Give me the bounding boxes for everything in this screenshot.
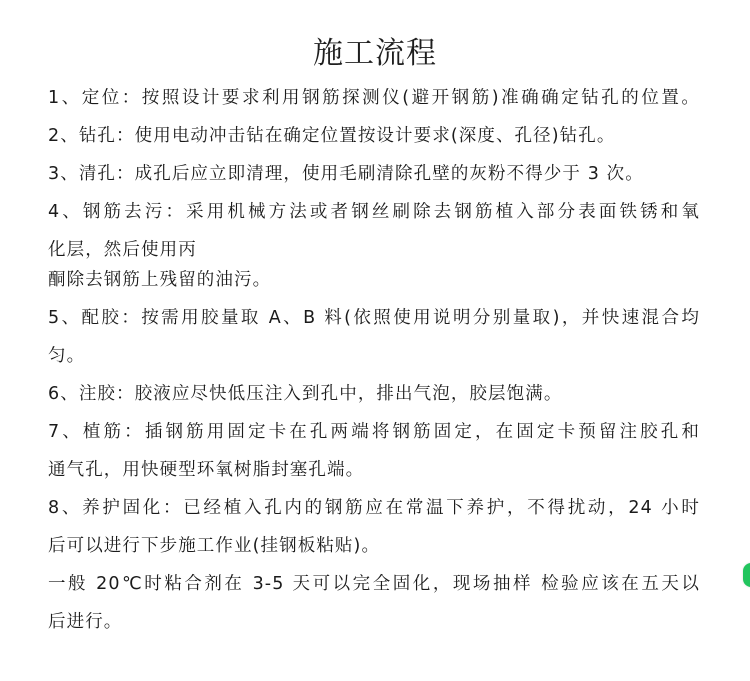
step-8-line-2: 后可以进行下步施工作业(挂钢板粘贴)。 <box>48 536 381 556</box>
step-4-line-2: 化层，然后使用丙 <box>48 240 197 260</box>
step-7-line-1: 7、植筋：插钢筋用固定卡在孔两端将钢筋固定，在固定卡预留注胶孔和 <box>48 422 700 442</box>
step-3-line: 3、清孔：成孔后应立即清理，使用毛刷清除孔壁的灰粉不得少于 3 次。 <box>48 164 644 184</box>
step-4-line-3: 酮除去钢筋上残留的油污。 <box>48 270 272 290</box>
step-4-line-1: 4、钢筋去污：采用机械方法或者钢丝刷除去钢筋植入部分表面铁锈和氧 <box>48 202 700 222</box>
page-title: 施工流程 <box>313 36 437 71</box>
step-2-line: 2、钻孔：使用电动冲击钻在确定位置按设计要求(深度、孔径)钻孔。 <box>48 126 616 146</box>
procedure-text <box>48 86 708 648</box>
step-1-line: 1、定位：按照设计要求利用钢筋探测仪(避开钢筋)准确确定钻孔的位置。 <box>48 88 700 108</box>
step-5-line-1: 5、配胶：按需用胶量取 A、B 料(依照使用说明分别量取)，并快速混合均 <box>48 308 700 328</box>
step-5-line-2: 匀。 <box>48 346 86 366</box>
step-6-line: 6、注胶：胶液应尽快低压注入到孔中，排出气泡，胶层饱满。 <box>48 384 563 404</box>
step-8-line-1: 8、养护固化：已经植入孔内的钢筋应在常温下养护，不得扰动，24 小时 <box>48 498 700 518</box>
note-line-1: 一般 20℃时粘合剂在 3-5 天可以完全固化，现场抽样 检验应该在五天以 <box>48 574 700 594</box>
step-7-line-2: 通气孔，用快硬型环氧树脂封塞孔端。 <box>48 460 365 480</box>
note-line-2: 后进行。 <box>48 612 123 632</box>
edge-widget-icon <box>743 563 750 587</box>
